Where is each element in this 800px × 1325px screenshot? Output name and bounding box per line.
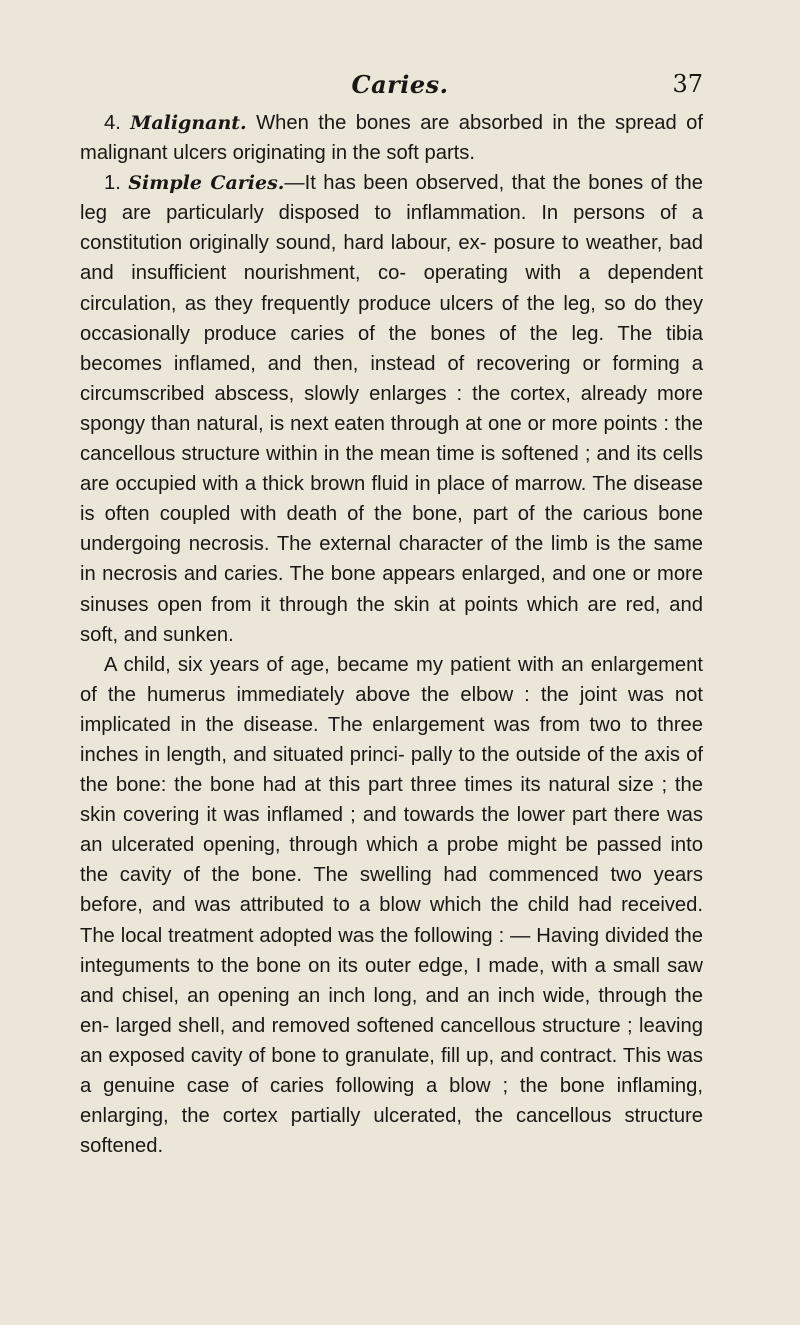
paragraph-number: 1. [104, 172, 121, 195]
paragraph-heading: Simple Caries. [128, 172, 285, 195]
running-title: Caries. [351, 70, 449, 99]
running-head [0, 70, 800, 104]
paragraph-simple-caries [80, 168, 703, 650]
paragraph-text: A child, six years of age, became my patient with an enlargement of the humerus immediately above the elbow : the joint was not implicated in the disease. The enlargement was from two to three inches in length, and situated princi- pally to the outside of the axis of the bone: the bone had at this part three times its natural size ; the skin covering it was inflamed ; and towards the lower part there was an ulcerated opening, through which a probe might be passed into the cavity of the bone. The swelling had commenced two years before, and was attributed to a blow which the child had received. The local treatment adopted was the following : — Having divided the integuments to the bone on its outer edge, I made, with a small saw and chisel, an opening an inch long, and an inch wide, through the en- larged shell, and removed softened cancellous structure ; leaving an exposed cavity of bone to granulate, fill up, and contract. This was a genuine case of caries following a blow ; the bone inflaming, enlarging, the cortex partially ulcerated, the cancellous structure softened. [80, 653, 703, 1158]
paragraph-malignant [80, 108, 703, 168]
body-text [0, 108, 800, 1161]
paragraph-text: When the bones are absorbed in the spread of malignant ulcers originating in the soft parts. [80, 112, 704, 165]
page-number: 37 [672, 70, 703, 98]
paragraph-case-child [80, 650, 703, 1162]
paragraph-text: —It has been observed, that the bones of the leg are particularly disposed to inflammation. In persons of a constitution originally sound, hard labour, ex- posure to weather, bad and insufficient nourishment, co- operating with a dependent circulation, as they frequently produce ulcers of the leg, so do they occasionally produce caries of the bones of the leg. The tibia becomes inflamed, and then, instead of recovering or forming a circumscribed abscess, slowly enlarges : the cortex, already more spongy than natural, is next eaten through at one or more points : the cancellous structure within in the mean time is softened ; and its cells are occupied with a thick brown fluid in place of marrow. The disease is often coupled with death of the bone, part of the carious bone undergoing necrosis. The external character of the limb is the same in necrosis and caries. The bone appears enlarged, and one or more sinuses open from it through the skin at points which are red, and soft, and sunken. [80, 172, 704, 646]
paragraph-number: 4. [104, 112, 121, 134]
paragraph-heading: Malignant. [130, 112, 247, 134]
